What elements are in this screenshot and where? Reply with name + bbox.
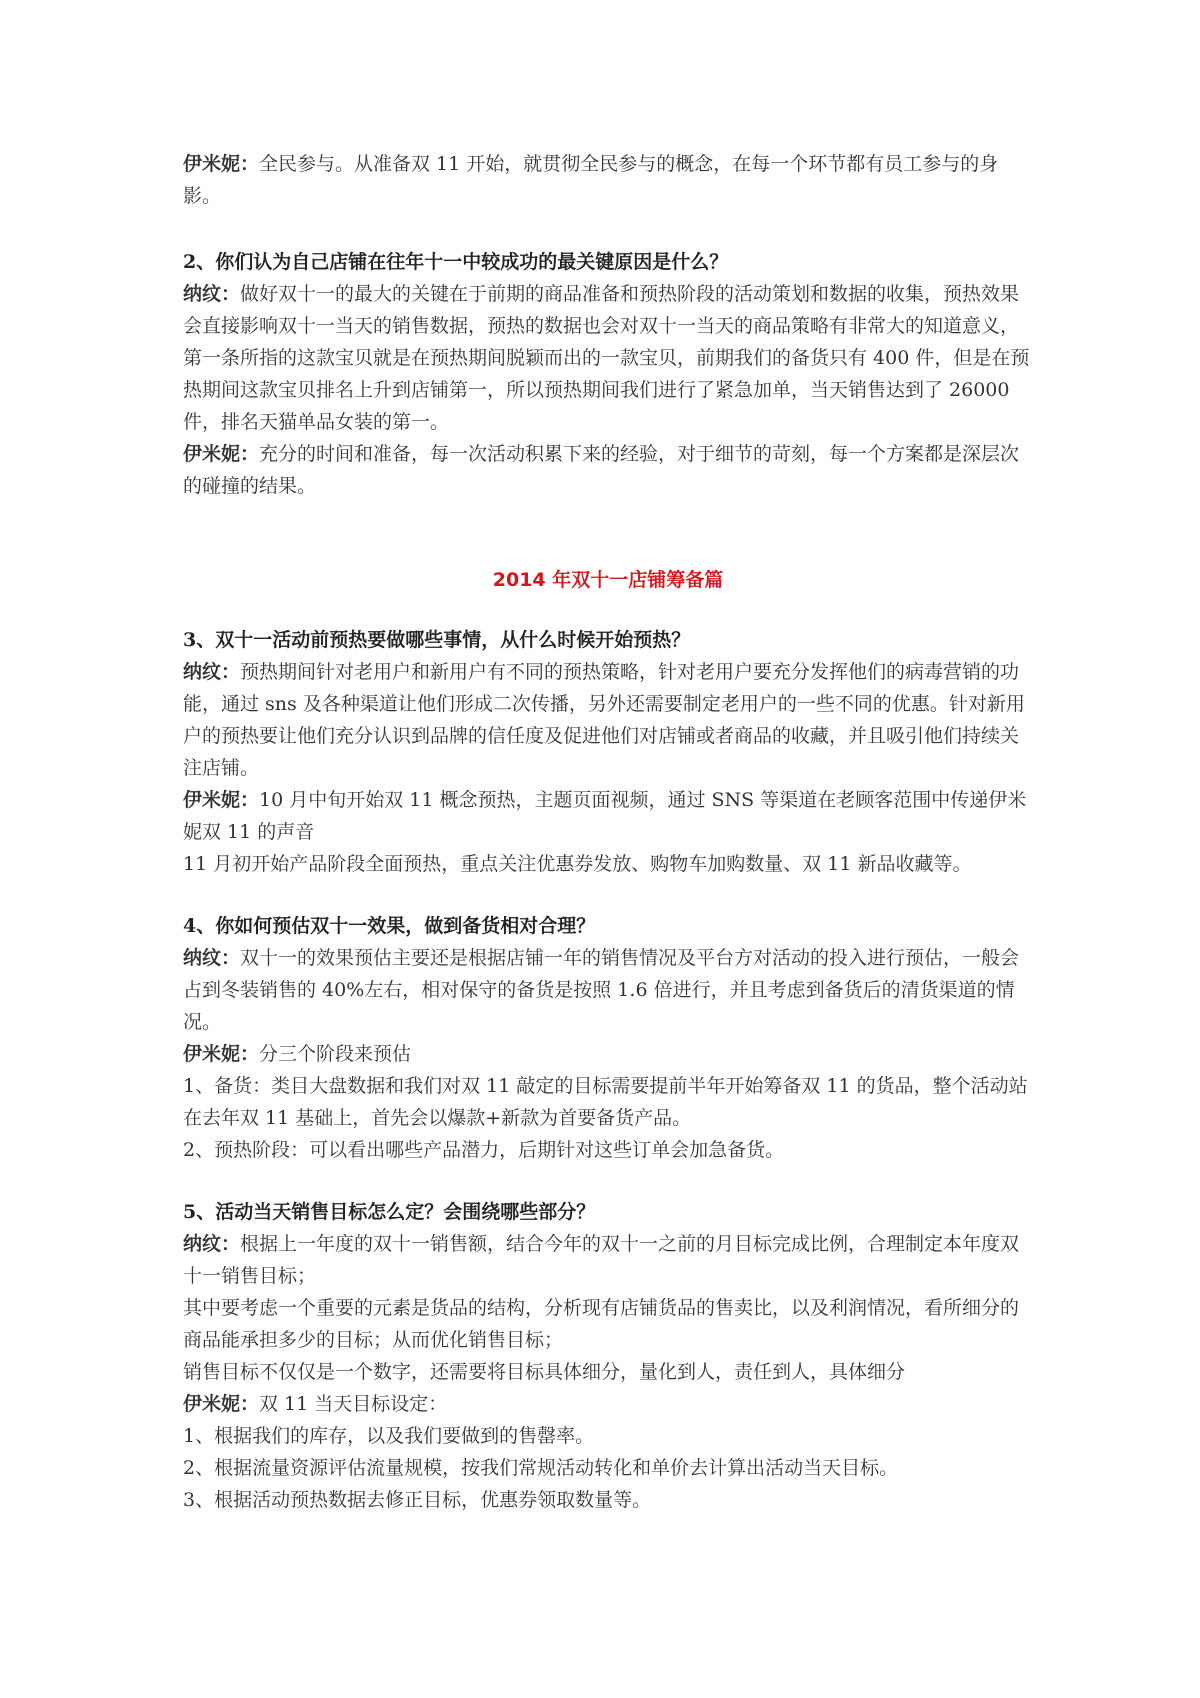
question-heading: 4、你如何预估双十一效果，做到备货相对合理？ [183,915,596,937]
answer-text: 根据上一年度的双十一销售额，结合今年的双十一之前的月目标完成比例，合理制定本年度双十一销售目标； [183,1233,1020,1287]
list-item: 3、根据活动预热数据去修正目标，优惠券领取数量等。 [183,1489,652,1511]
list-item: 1、备货：类目大盘数据和我们对双 11 敲定的目标需要提前半年开始筹备双 11 的货品，整个活动站在去年双 11 基础上，首先会以爆款+新款为首要备货产品。 [183,1075,1028,1129]
list-item: 2、预热阶段：可以看出哪些产品潜力，后期针对这些订单会加急备货。 [183,1139,785,1161]
question-heading: 2、你们认为自己店铺在往年十一中较成功的最关键原因是什么？ [183,251,729,273]
answer-text: 做好双十一的最大的关键在于前期的商品准备和预热阶段的活动策划和数据的收集，预热效果会直接影响双十一当天的销售数据，预热的数据也会对双十一当天的商品策略有非常大的知道意义，第一条所指的这款宝贝就是在预热期间脱颖而出的一款宝贝，前期我们的备货只有 400 件，但是在预热期间这款宝贝排名上升到店铺第一，所以预热期间我们进行了紧急加单，当天销售达到了 26000 件，排名天猫单品女装的第一。 [183,283,1030,433]
answer-paragraph [183,784,1033,848]
answer-paragraph [183,148,1033,212]
answer-paragraph [183,278,1033,438]
answer-text: 双 11 当天目标设定： [259,1393,448,1415]
list-item: 1、根据我们的库存，以及我们要做到的售罄率。 [183,1425,595,1447]
speaker-label: 伊米妮： [183,443,260,465]
body-line: 销售目标不仅仅是一个数字，还需要将目标具体细分，量化到人，责任到人，具体细分 [183,1361,906,1383]
answer-paragraph [183,1228,1033,1292]
body-line: 其中要考虑一个重要的元素是货品的结构，分析现有店铺货品的售卖比，以及利润情况，看所细分的商品能承担多少的目标；从而优化销售目标； [183,1297,1020,1351]
list-item: 2、根据流量资源评估流量规模，按我们常规活动转化和单价去计算出活动当天目标。 [183,1457,899,1479]
answer-text: 充分的时间和准备，每一次活动积累下来的经验，对于细节的苛刻，每一个方案都是深层次的碰撞的结果。 [183,443,1020,497]
answer-paragraph [183,656,1033,784]
answer-text: 双十一的效果预估主要还是根据店铺一年的销售情况及平台方对活动的投入进行预估，一般会占到冬装销售的 40%左右，相对保守的备货是按照 1.6 倍进行，并且考虑到备货后的清货渠道的情况。 [183,947,1020,1033]
speaker-label: 伊米妮： [183,153,260,175]
speaker-label: 伊米妮： [183,1043,260,1065]
answer-paragraph [183,438,1033,502]
speaker-label: 纳纹： [183,283,241,305]
document-content [183,148,1033,1516]
answer-text: 10 月中旬开始双 11 概念预热，主题页面视频，通过 SNS 等渠道在老顾客范围中传递伊米妮双 11 的声音 [183,789,1027,843]
answer-paragraph [183,942,1033,1038]
answer-paragraph [183,1388,1033,1420]
answer-paragraph [183,1038,1033,1070]
speaker-label: 伊米妮： [183,789,260,811]
body-line: 11 月初开始产品阶段全面预热，重点关注优惠券发放、购物车加购数量、双 11 新品收藏等。 [183,853,972,875]
answer-text: 预热期间针对老用户和新用户有不同的预热策略，针对老用户要充分发挥他们的病毒营销的功能，通过 sns 及各种渠道让他们形成二次传播，另外还需要制定老用户的一些不同的优惠。针对新用户的预热要让他们充分认识到品牌的信任度及促进他们对店铺或者商品的收藏，并且吸引他们持续关注店铺。 [183,661,1025,779]
question-heading: 3、双十一活动前预热要做哪些事情，从什么时候开始预热？ [183,629,691,651]
answer-text: 分三个阶段来预估 [259,1043,412,1065]
answer-text: 全民参与。从准备双 11 开始，就贯彻全民参与的概念，在每一个环节都有员工参与的身影。 [183,153,999,207]
question-heading: 5、活动当天销售目标怎么定？会围绕哪些部分？ [183,1201,596,1223]
speaker-label: 纳纹： [183,661,241,683]
speaker-label: 纳纹： [183,947,241,969]
speaker-label: 伊米妮： [183,1393,260,1415]
section-title: 2014 年双十一店铺筹备篇 [492,569,724,591]
speaker-label: 纳纹： [183,1233,241,1255]
